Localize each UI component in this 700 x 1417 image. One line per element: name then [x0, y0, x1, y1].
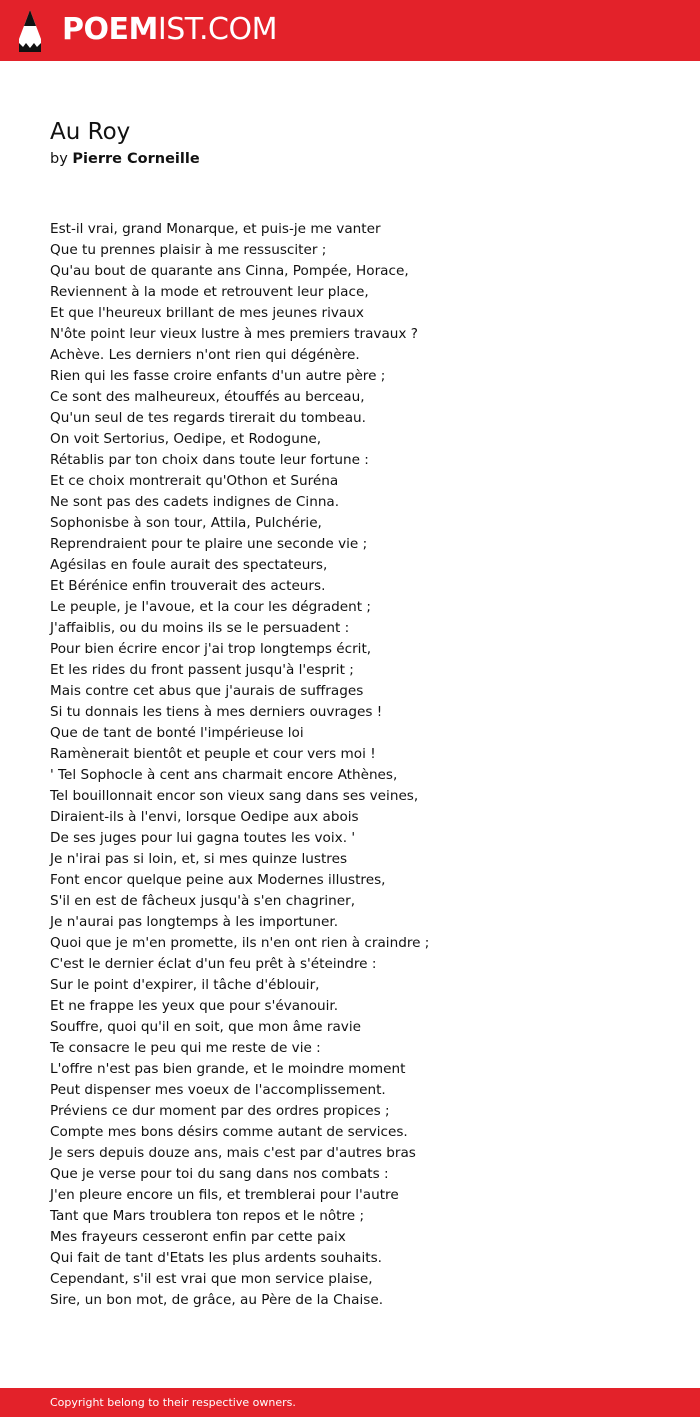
- poem-line: Compte mes bons désirs comme autant de services.: [50, 1124, 408, 1140]
- poem-line: Tel bouillonnait encor son vieux sang dans ses veines,: [50, 788, 419, 804]
- by-label: by: [50, 151, 68, 167]
- poem-line: J'en pleure encore un fils, et tremblerai pour l'autre: [50, 1187, 399, 1203]
- poem-line: Et ce choix montrerait qu'Othon et Suréna: [50, 473, 339, 489]
- poem-line: Font encor quelque peine aux Modernes illustres,: [50, 872, 386, 888]
- poem-line: Sophonisbe à son tour, Attila, Pulchérie,: [50, 515, 322, 531]
- site-header: [0, 0, 700, 61]
- site-footer: [0, 1388, 700, 1417]
- poem-line: Et que l'heureux brillant de mes jeunes rivaux: [50, 305, 364, 321]
- poem-line: Cependant, s'il est vrai que mon service plaise,: [50, 1271, 373, 1287]
- poem-line: Préviens ce dur moment par des ordres propices ;: [50, 1103, 390, 1119]
- poem-byline: [50, 149, 200, 169]
- poem-line: J'affaiblis, ou du moins ils se le persuadent :: [50, 620, 350, 636]
- pencil-tip-icon[interactable]: [16, 9, 44, 53]
- poem-line: Ramènerait bientôt et peuple et cour vers moi !: [50, 746, 376, 762]
- poem-line: De ses juges pour lui gagna toutes les voix. ': [50, 830, 356, 846]
- poem-body: [50, 219, 650, 1311]
- poem-line: Qui fait de tant d'Etats les plus ardents souhaits.: [50, 1250, 383, 1266]
- site-logo[interactable]: [62, 11, 277, 49]
- poem-line: ' Tel Sophocle à cent ans charmait encore Athènes,: [50, 767, 398, 783]
- logo-text-bold: POEM: [62, 12, 158, 47]
- poem-line: Qu'au bout de quarante ans Cinna, Pompée, Horace,: [50, 263, 409, 279]
- poem-title: Au Roy: [50, 119, 131, 145]
- poem-line: Sire, un bon mot, de grâce, au Père de la Chaise.: [50, 1292, 384, 1308]
- poem-line: Agésilas en foule aurait des spectateurs,: [50, 557, 328, 573]
- poem-line: Rien qui les fasse croire enfants d'un autre père ;: [50, 368, 386, 384]
- poem-line: Reviennent à la mode et retrouvent leur place,: [50, 284, 369, 300]
- poem-line: Souffre, quoi qu'il en soit, que mon âme ravie: [50, 1019, 361, 1035]
- poem-line: Qu'un seul de tes regards tirerait du tombeau.: [50, 410, 366, 426]
- poem-line: Diraient-ils à l'envi, lorsque Oedipe aux abois: [50, 809, 359, 825]
- poem-line: On voit Sertorius, Oedipe, et Rodogune,: [50, 431, 322, 447]
- poem-line: Et les rides du front passent jusqu'à l'esprit ;: [50, 662, 354, 678]
- poem-line: S'il en est de fâcheux jusqu'à s'en chagriner,: [50, 893, 356, 909]
- poem-line: Achève. Les derniers n'ont rien qui dégénère.: [50, 347, 360, 363]
- poem-line: Je sers depuis douze ans, mais c'est par d'autres bras: [50, 1145, 416, 1161]
- poem-line: Rétablis par ton choix dans toute leur fortune :: [50, 452, 369, 468]
- poem-line: Que de tant de bonté l'impérieuse loi: [50, 725, 304, 741]
- poem-line: Le peuple, je l'avoue, et la cour les dégradent ;: [50, 599, 372, 615]
- poem-line: Mes frayeurs cesseront enfin par cette paix: [50, 1229, 346, 1245]
- poem-line: Je n'irai pas si loin, et, si mes quinze lustres: [50, 851, 348, 867]
- poem-line: Ce sont des malheureux, étouffés au berceau,: [50, 389, 365, 405]
- poem-line: Est-il vrai, grand Monarque, et puis-je me vanter: [50, 221, 381, 237]
- poem-line: Et ne frappe les yeux que pour s'évanouir.: [50, 998, 339, 1014]
- poem-line: Peut dispenser mes voeux de l'accomplissement.: [50, 1082, 386, 1098]
- logo-text-light: IST.COM: [157, 12, 277, 47]
- poem-line: Sur le point d'expirer, il tâche d'éblouir,: [50, 977, 320, 993]
- poem-line: L'offre n'est pas bien grande, et le moindre moment: [50, 1061, 406, 1077]
- poem-line: N'ôte point leur vieux lustre à mes premiers travaux ?: [50, 326, 418, 342]
- poem-line: Que tu prennes plaisir à me ressusciter ;: [50, 242, 327, 258]
- poem-line: Je n'aurai pas longtemps à les importuner.: [50, 914, 339, 930]
- poem-line: Te consacre le peu qui me reste de vie :: [50, 1040, 321, 1056]
- poem-line: Pour bien écrire encor j'ai trop longtemps écrit,: [50, 641, 372, 657]
- poem-line: Si tu donnais les tiens à mes derniers ouvrages !: [50, 704, 383, 720]
- copyright-text: Copyright belong to their respective owners.: [50, 1396, 296, 1409]
- poem-line: Et Bérénice enfin trouverait des acteurs.: [50, 578, 326, 594]
- poem-line: Tant que Mars troublera ton repos et le nôtre ;: [50, 1208, 365, 1224]
- poem-line: C'est le dernier éclat d'un feu prêt à s'éteindre :: [50, 956, 377, 972]
- poem-author: Pierre Corneille: [72, 151, 200, 167]
- poem-line: Mais contre cet abus que j'aurais de suffrages: [50, 683, 364, 699]
- poem-line: Reprendraient pour te plaire une seconde vie ;: [50, 536, 368, 552]
- poem-line: Ne sont pas des cadets indignes de Cinna.: [50, 494, 340, 510]
- poem-line: Que je verse pour toi du sang dans nos combats :: [50, 1166, 389, 1182]
- poem-line: Quoi que je m'en promette, ils n'en ont rien à craindre ;: [50, 935, 430, 951]
